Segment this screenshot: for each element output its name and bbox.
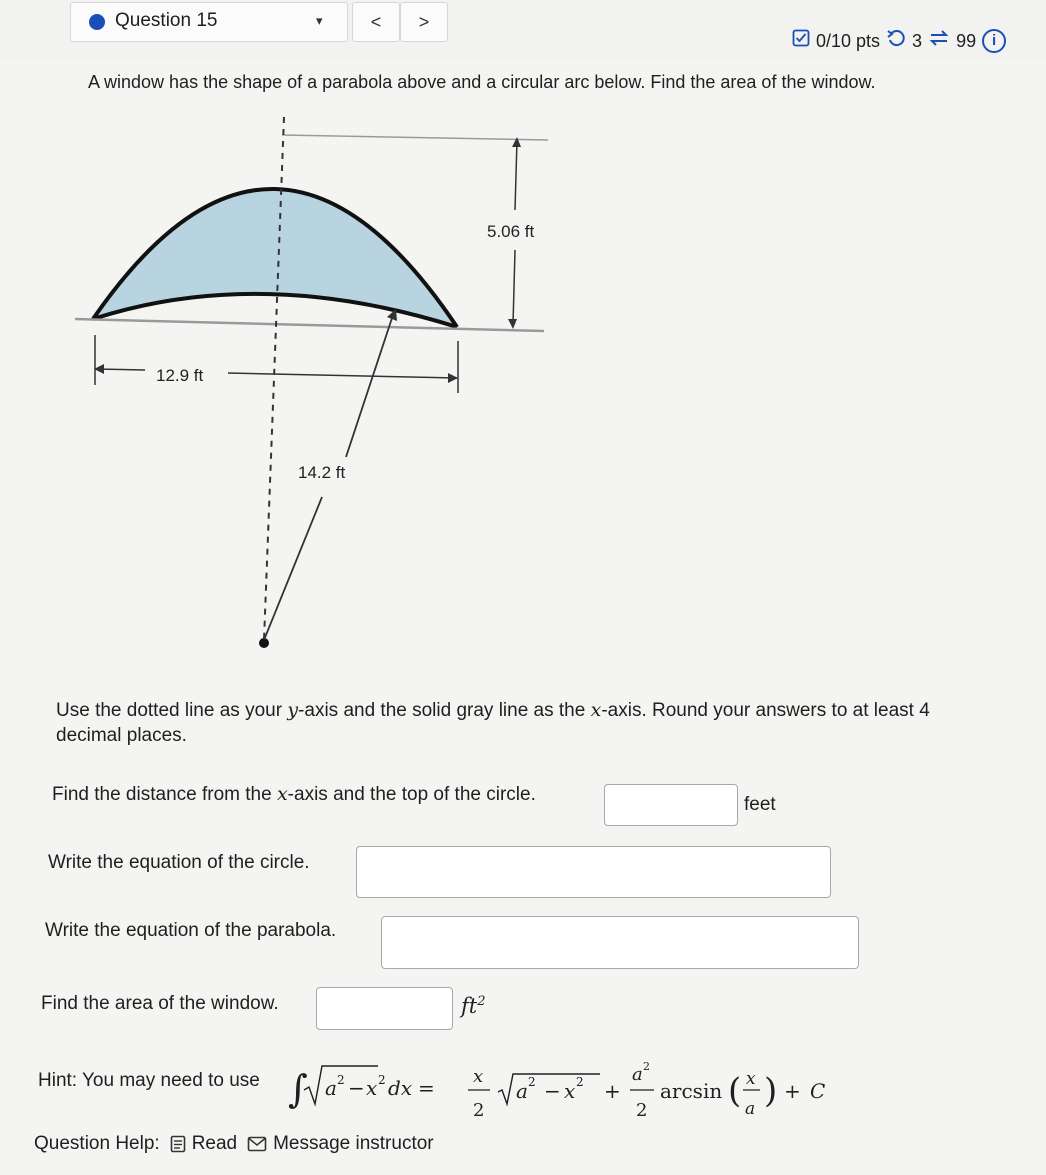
window-diagram xyxy=(60,105,560,665)
question-distance-label xyxy=(52,783,536,806)
y-variable: y xyxy=(287,699,299,721)
area-unit-text: ft xyxy=(461,994,478,1018)
retries-count: 3 xyxy=(912,30,923,51)
svg-text:−: − xyxy=(348,1076,365,1100)
height-arrow-top xyxy=(512,137,521,147)
parabola-equation-input[interactable] xyxy=(381,916,859,969)
instructions-part1: Use the dotted line as your xyxy=(56,700,283,721)
svg-text:a: a xyxy=(516,1079,528,1103)
question-help xyxy=(34,1133,434,1155)
circle-equation-input[interactable] xyxy=(356,846,831,898)
message-instructor-label: Message instructor xyxy=(273,1133,434,1154)
checkbox-icon xyxy=(792,29,810,53)
hint-label: Hint: You may need to use xyxy=(38,1070,260,1091)
chevron-down-icon: ▾ xyxy=(316,13,323,28)
score-text: 0/10 pts xyxy=(816,30,881,51)
distance-input[interactable] xyxy=(604,784,738,826)
width-dimension-right xyxy=(228,373,457,378)
svg-text:arcsin: arcsin xyxy=(660,1079,723,1103)
q1-text-part2: -axis and the top of the circle. xyxy=(287,784,536,805)
svg-text:dx: dx xyxy=(388,1076,413,1100)
next-question-button[interactable]: > xyxy=(400,2,448,42)
x-variable: x xyxy=(590,699,602,721)
svg-text:x: x xyxy=(564,1079,576,1103)
attempts-count: 99 xyxy=(956,30,977,51)
question-label: Question 15 xyxy=(115,10,218,31)
message-instructor-link[interactable] xyxy=(247,1133,434,1155)
svg-text:x: x xyxy=(746,1069,756,1089)
svg-text:2: 2 xyxy=(643,1060,650,1073)
svg-text:a: a xyxy=(632,1064,643,1085)
q1-text-part1: Find the distance from the xyxy=(52,784,272,805)
svg-text:2: 2 xyxy=(576,1075,584,1089)
top-reference-line xyxy=(282,135,548,140)
q1-x-variable: x xyxy=(276,783,288,805)
radius-line-bottom xyxy=(264,497,322,640)
width-arrow-right xyxy=(448,373,458,383)
svg-text:2: 2 xyxy=(528,1075,536,1089)
svg-text:2: 2 xyxy=(473,1100,485,1121)
instructions-line2: decimal places. xyxy=(56,725,187,746)
radius-label: 14.2 ft xyxy=(298,463,346,482)
height-arrow-bottom xyxy=(508,319,517,329)
svg-text:=: = xyxy=(418,1076,435,1100)
read-link-label: Read xyxy=(191,1133,238,1154)
svg-text:x: x xyxy=(366,1076,378,1100)
svg-text:−: − xyxy=(544,1079,561,1103)
height-dimension-bottom xyxy=(513,250,515,325)
hint-formula xyxy=(288,1052,848,1128)
problem-prompt: A window has the shape of a parabola above and a circular arc below. Find the area of the window. xyxy=(88,72,876,92)
document-icon xyxy=(170,1135,186,1153)
svg-text:+: + xyxy=(604,1079,621,1103)
svg-text:a: a xyxy=(325,1076,337,1100)
attempts-icon xyxy=(928,28,950,54)
svg-text:): ) xyxy=(764,1071,778,1111)
instructions xyxy=(56,698,1016,748)
distance-unit: feet xyxy=(744,794,776,815)
x-axis-line xyxy=(75,319,544,331)
question-area-label: Find the area of the window. xyxy=(41,993,279,1014)
question-circle-label: Write the equation of the circle. xyxy=(48,852,310,873)
svg-text:x: x xyxy=(473,1066,484,1087)
info-icon[interactable]: i xyxy=(982,29,1006,53)
height-label: 5.06 ft xyxy=(487,222,535,241)
radius-line-top xyxy=(346,315,393,457)
height-dimension-top xyxy=(515,140,517,210)
envelope-icon xyxy=(247,1136,267,1152)
svg-text:2: 2 xyxy=(337,1073,345,1087)
instructions-part3: -axis. Round your answers to at least 4 xyxy=(601,700,930,721)
svg-text:∫: ∫ xyxy=(288,1067,308,1111)
width-label: 12.9 ft xyxy=(156,366,204,385)
previous-question-button[interactable]: < xyxy=(352,2,400,42)
question-parabola-label: Write the equation of the parabola. xyxy=(45,920,337,941)
read-link[interactable] xyxy=(170,1133,237,1155)
retry-icon xyxy=(886,28,906,54)
area-input[interactable] xyxy=(316,987,453,1030)
question-status-dot xyxy=(89,14,105,30)
svg-text:a: a xyxy=(745,1099,756,1119)
instructions-part2: -axis and the solid gray line as the xyxy=(298,700,586,721)
question-help-label: Question Help: xyxy=(34,1133,160,1154)
top-bar xyxy=(0,0,1046,58)
score-status xyxy=(792,28,1006,54)
svg-text:2: 2 xyxy=(636,1100,648,1121)
svg-text:(: ( xyxy=(728,1071,742,1111)
svg-text:2: 2 xyxy=(378,1073,386,1087)
question-selector[interactable] xyxy=(70,2,348,42)
area-unit: $ft^2$ xyxy=(461,994,486,1018)
svg-text:C: C xyxy=(810,1079,826,1103)
svg-text:+: + xyxy=(784,1079,801,1103)
